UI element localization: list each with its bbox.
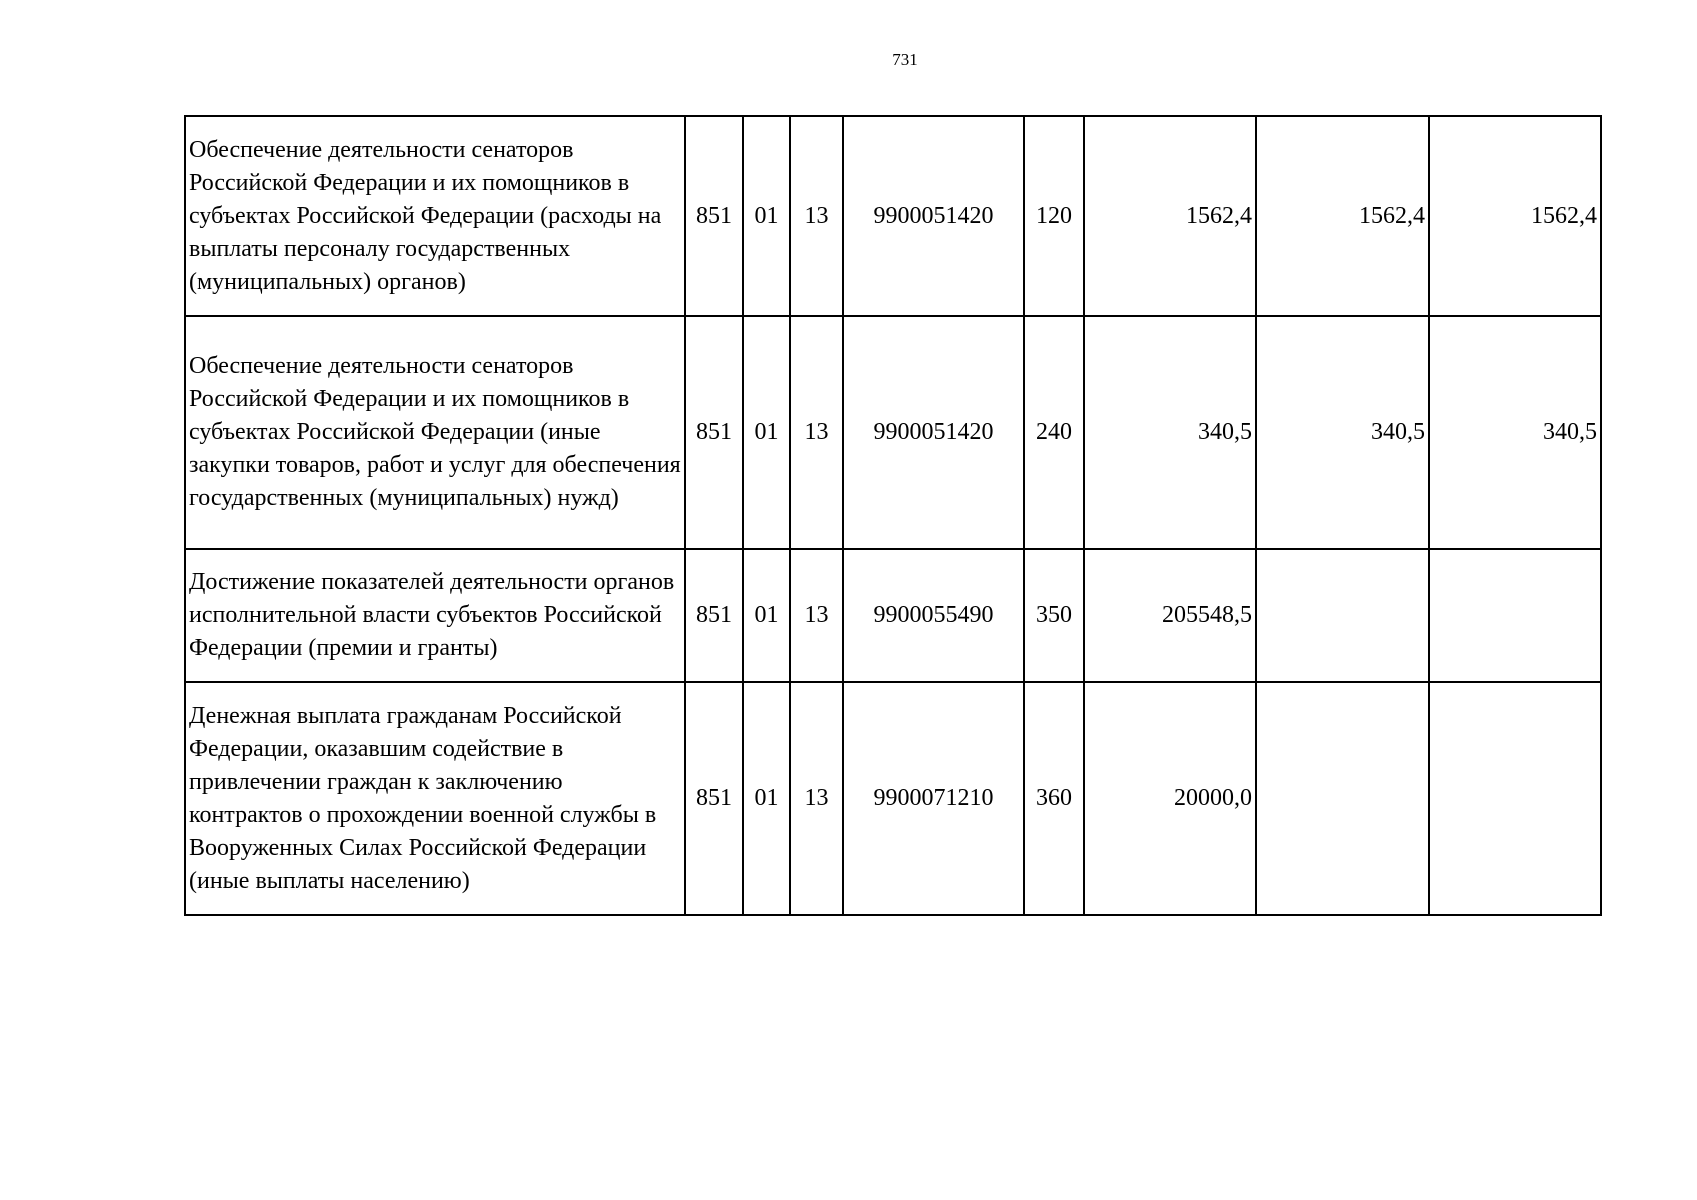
sum-2-cell xyxy=(1256,549,1429,682)
ved-cell: 851 xyxy=(685,682,743,915)
pr-cell: 13 xyxy=(790,116,843,316)
rz-cell: 01 xyxy=(743,116,790,316)
vr-cell: 350 xyxy=(1024,549,1084,682)
sum-2-cell: 340,5 xyxy=(1256,316,1429,549)
row-name-cell: Денежная выплата гражданам Российской Федерации, оказавшим содействие в привлечении граждан к заключению контрактов о прохождении военной службы в Вооруженных Силах Российской Федерации (иные выплаты населению) xyxy=(185,682,685,915)
sum-2-cell xyxy=(1256,682,1429,915)
rz-cell: 01 xyxy=(743,316,790,549)
pr-cell: 13 xyxy=(790,682,843,915)
ved-cell: 851 xyxy=(685,316,743,549)
vr-cell: 120 xyxy=(1024,116,1084,316)
sum-1-cell: 20000,0 xyxy=(1084,682,1256,915)
row-name-cell: Достижение показателей деятельности органов исполнительной власти субъектов Российской Федерации (премии и гранты) xyxy=(185,549,685,682)
table-row xyxy=(185,549,1601,682)
vr-cell: 240 xyxy=(1024,316,1084,549)
sum-3-cell: 340,5 xyxy=(1429,316,1601,549)
ved-cell: 851 xyxy=(685,116,743,316)
row-name-cell: Обеспечение деятельности сенаторов Российской Федерации и их помощников в субъектах Российской Федерации (иные закупки товаров, работ и услуг для обеспечения государственных (муниципальных) нужд) xyxy=(185,316,685,549)
ved-cell: 851 xyxy=(685,549,743,682)
rz-cell: 01 xyxy=(743,682,790,915)
pr-cell: 13 xyxy=(790,549,843,682)
sum-1-cell: 205548,5 xyxy=(1084,549,1256,682)
rz-cell: 01 xyxy=(743,549,790,682)
table-row xyxy=(185,316,1601,549)
sum-2-cell: 1562,4 xyxy=(1256,116,1429,316)
row-name-cell: Обеспечение деятельности сенаторов Российской Федерации и их помощников в субъектах Российской Федерации (расходы на выплаты персоналу государственных (муниципальных) органов) xyxy=(185,116,685,316)
csr-cell: 9900051420 xyxy=(843,316,1024,549)
page-number: 731 xyxy=(892,50,918,69)
pr-cell: 13 xyxy=(790,316,843,549)
sum-3-cell xyxy=(1429,549,1601,682)
sum-3-cell xyxy=(1429,682,1601,915)
vr-cell: 360 xyxy=(1024,682,1084,915)
sum-1-cell: 1562,4 xyxy=(1084,116,1256,316)
sum-1-cell: 340,5 xyxy=(1084,316,1256,549)
sum-3-cell: 1562,4 xyxy=(1429,116,1601,316)
table-row xyxy=(185,116,1601,316)
csr-cell: 9900051420 xyxy=(843,116,1024,316)
csr-cell: 9900071210 xyxy=(843,682,1024,915)
budget-table xyxy=(184,115,1602,916)
csr-cell: 9900055490 xyxy=(843,549,1024,682)
table-row xyxy=(185,682,1601,915)
